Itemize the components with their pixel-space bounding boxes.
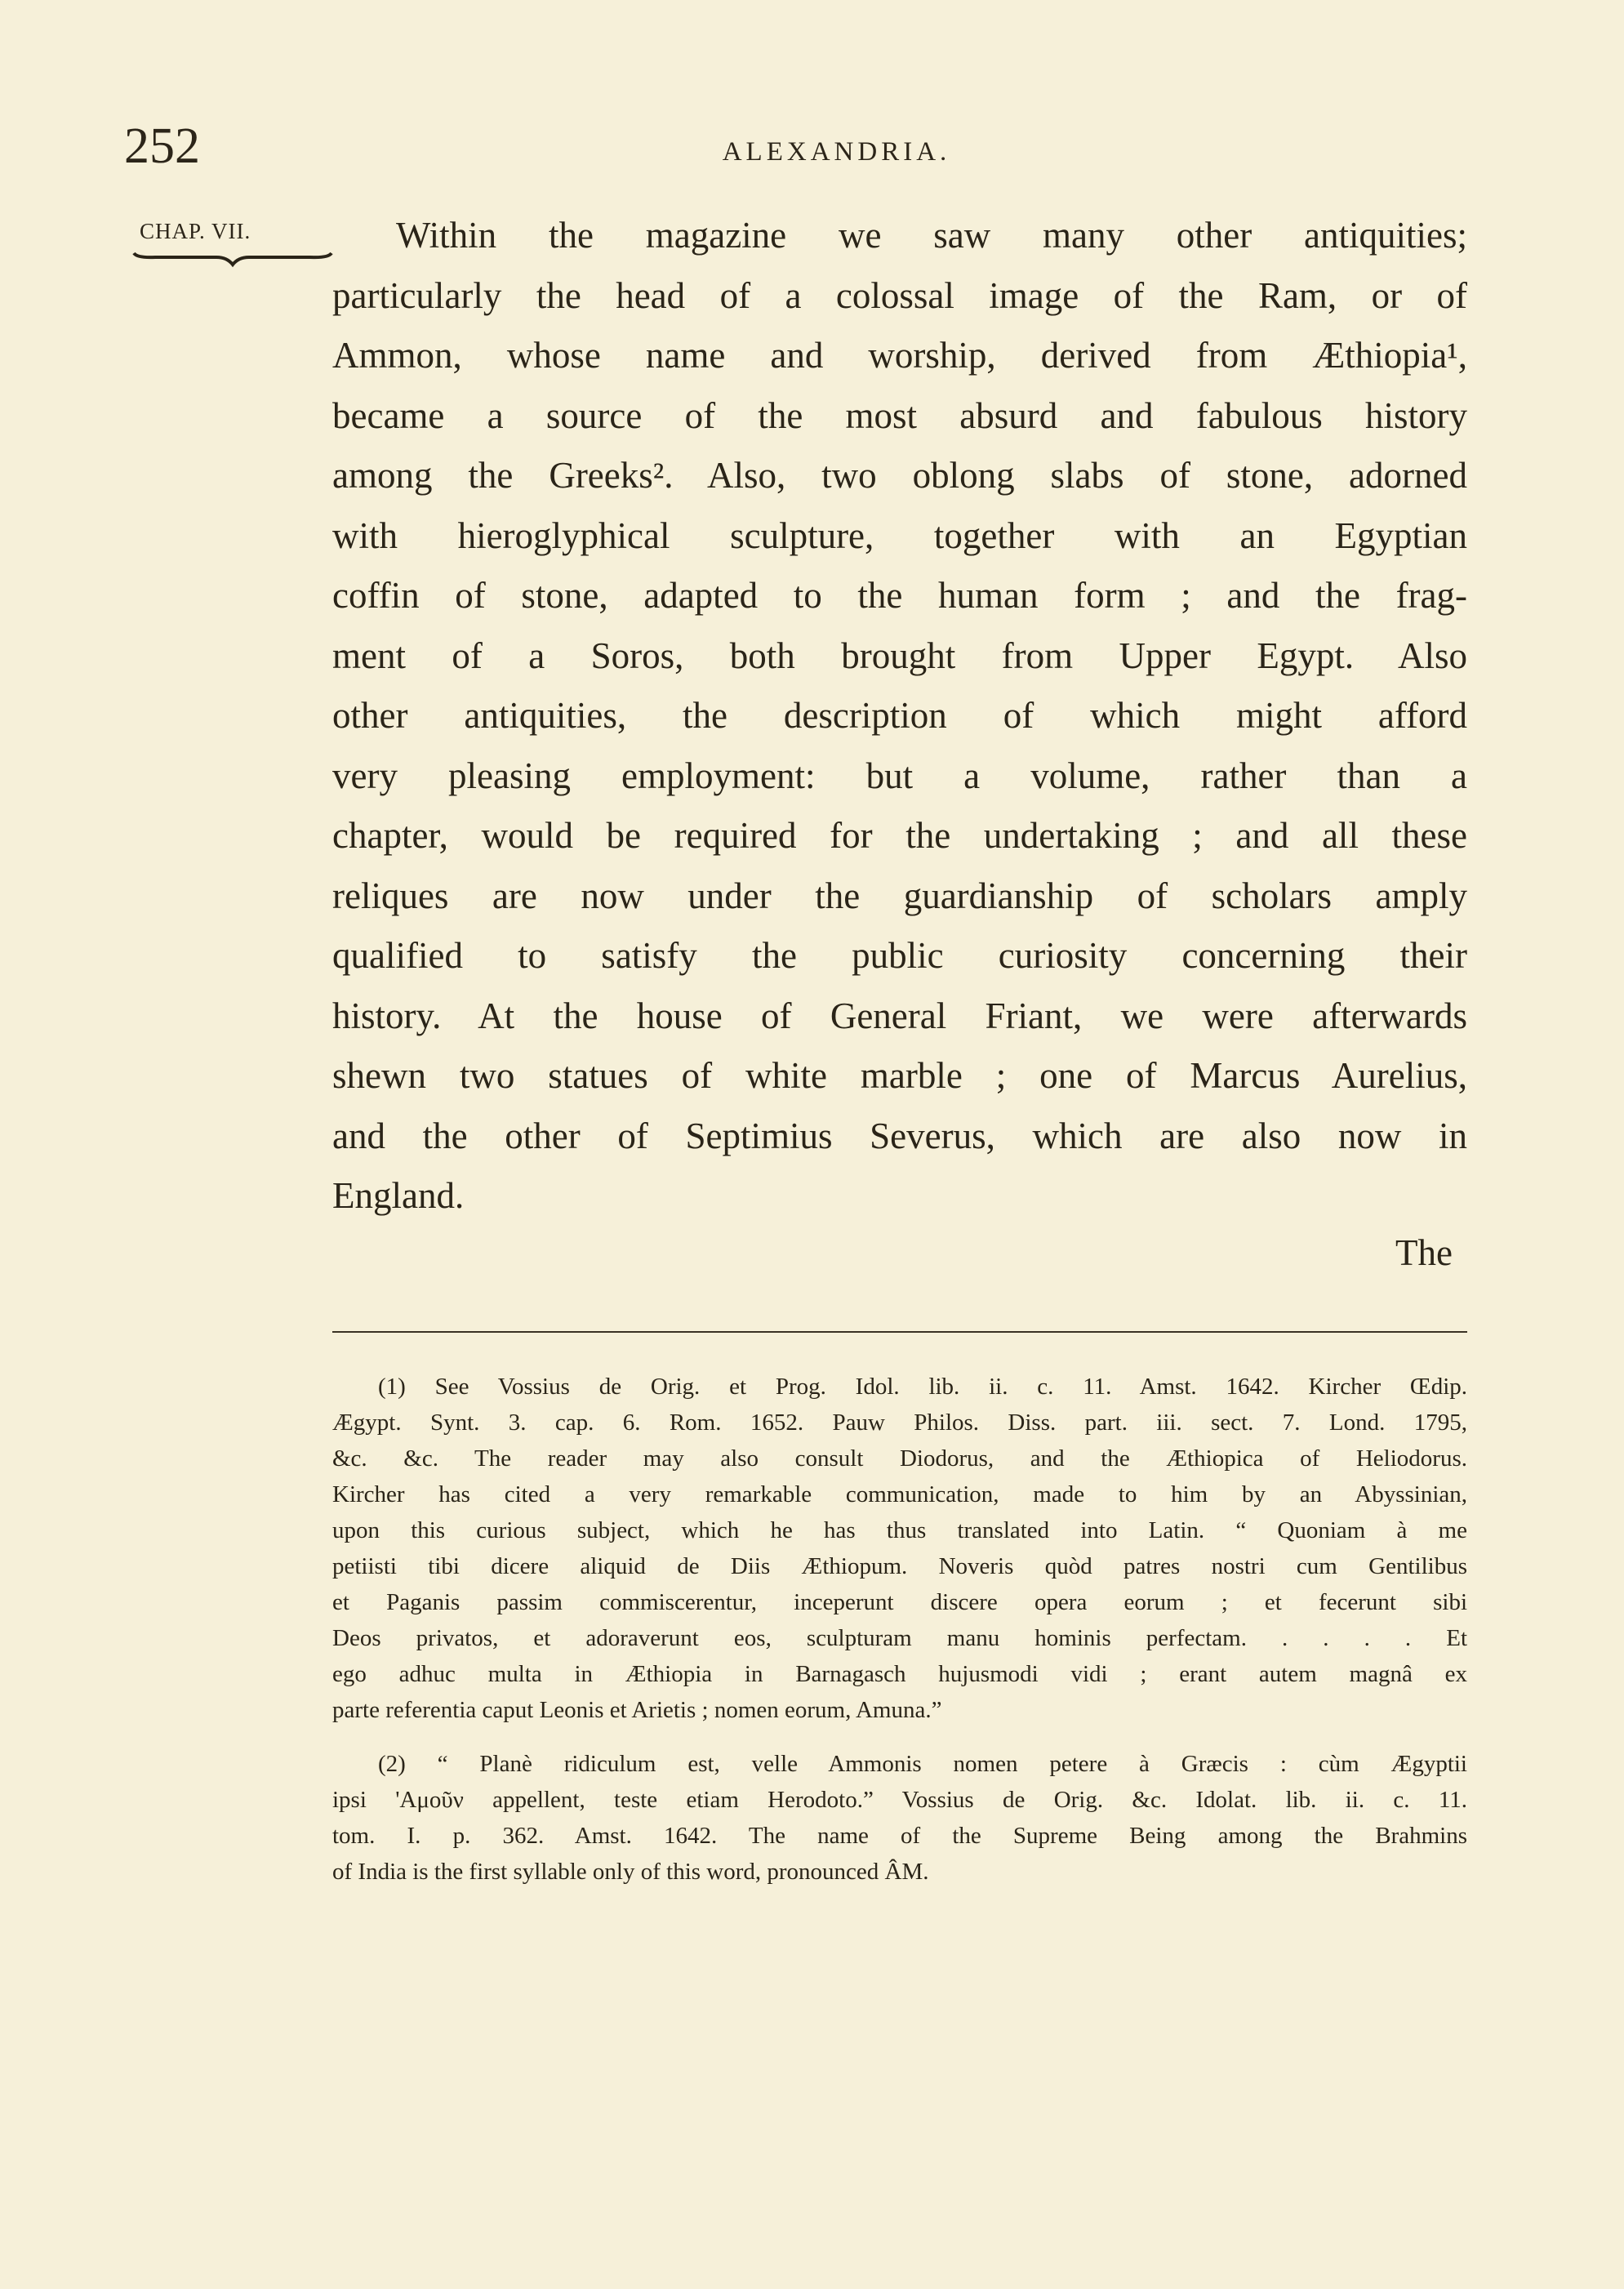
text-line: particularly the head of a colossal image of the Ram, or of: [332, 274, 1467, 316]
footnote-1: [332, 1369, 1467, 1728]
footnote-line: petiisti tibi dicere aliquid de Diis Æthiopum. Noveris quòd patres nostri cum Gentilibus: [332, 1553, 1467, 1579]
text-line: Ammon, whose name and worship, derived from Æthiopia¹,: [332, 335, 1467, 376]
footnote-2: [332, 1746, 1467, 1890]
text-line: and the other of Septimius Severus, which are also now in: [332, 1115, 1467, 1156]
text-line: England.: [332, 1175, 465, 1216]
text-line: with hieroglyphical sculpture, together with an Egyptian: [332, 514, 1467, 556]
brace-ornament-icon: [131, 247, 335, 279]
catchword: The: [1395, 1232, 1453, 1273]
footnote-line: of India is the first syllable only of this word, pronounced ÂM.: [332, 1859, 929, 1885]
text-line: among the Greeks². Also, two oblong slabs of stone, adorned: [332, 455, 1467, 496]
footnote-line: Kircher has cited a very remarkable communication, made to him by an Abyssinian,: [332, 1481, 1467, 1507]
page-number: 252: [124, 118, 200, 174]
text-line: ment of a Soros, both brought from Upper Egypt. Also: [332, 635, 1467, 676]
footnote-line: ego adhuc multa in Æthiopia in Barnagasch hujusmodi vidi ; erant autem magnâ ex: [332, 1661, 1467, 1687]
footnote-rule: [332, 1331, 1467, 1333]
text-line: very pleasing employment: but a volume, rather than a: [332, 755, 1467, 796]
text-line: qualified to satisfy the public curiosity concerning their: [332, 935, 1467, 976]
footnote-line: et Paganis passim commiscerentur, inceperunt discere opera eorum ; et fecerunt sibi: [332, 1589, 1467, 1615]
text-line: history. At the house of General Friant, we were afterwards: [332, 995, 1467, 1036]
footnote-line: tom. I. p. 362. Amst. 1642. The name of the Supreme Being among the Brahmins: [332, 1823, 1467, 1849]
running-title: ALEXANDRIA.: [722, 137, 951, 167]
footnotes: [332, 1369, 1467, 1890]
footnote-line: (2) “ Planè ridiculum est, velle Ammonis nomen petere à Græcis : cùm Ægyptii: [378, 1751, 1467, 1777]
footnote-line: Ægypt. Synt. 3. cap. 6. Rom. 1652. Pauw Philos. Diss. part. iii. sect. 7. Lond. 1795,: [332, 1409, 1467, 1436]
footnote-line: Deos privatos, et adoraverunt eos, sculpturam manu hominis perfectam. . . . . Et: [332, 1625, 1467, 1651]
text-line: reliques are now under the guardianship of scholars amply: [332, 875, 1467, 916]
text-line: Within the magazine we saw many other antiquities;: [396, 215, 1467, 256]
footnote-line: parte referentia caput Leonis et Arietis ; nomen eorum, Amuna.”: [332, 1697, 942, 1723]
footnote-line: upon this curious subject, which he has thus translated into Latin. “ Quoniam à me: [332, 1517, 1467, 1543]
main-text: [332, 206, 1467, 1227]
text-line: chapter, would be required for the undertaking ; and all these: [332, 815, 1467, 856]
footnote-line: (1) See Vossius de Orig. et Prog. Idol. lib. ii. c. 11. Amst. 1642. Kircher Œdip.: [378, 1374, 1467, 1400]
footnote-line: &c. &c. The reader may also consult Diodorus, and the Æthiopica of Heliodorus.: [332, 1445, 1467, 1472]
text-line: other antiquities, the description of which might afford: [332, 695, 1467, 736]
text-line: coffin of stone, adapted to the human form ; and the frag-: [332, 575, 1467, 616]
footnote-line: ipsi 'Αμοῦν appellent, teste etiam Herodoto.” Vossius de Orig. &c. Idolat. lib. ii. c. 11.: [332, 1787, 1467, 1813]
text-line: became a source of the most absurd and fabulous history: [332, 394, 1467, 436]
chapter-label: CHAP. VII.: [140, 219, 251, 243]
text-line: shewn two statues of white marble ; one of Marcus Aurelius,: [332, 1055, 1467, 1096]
